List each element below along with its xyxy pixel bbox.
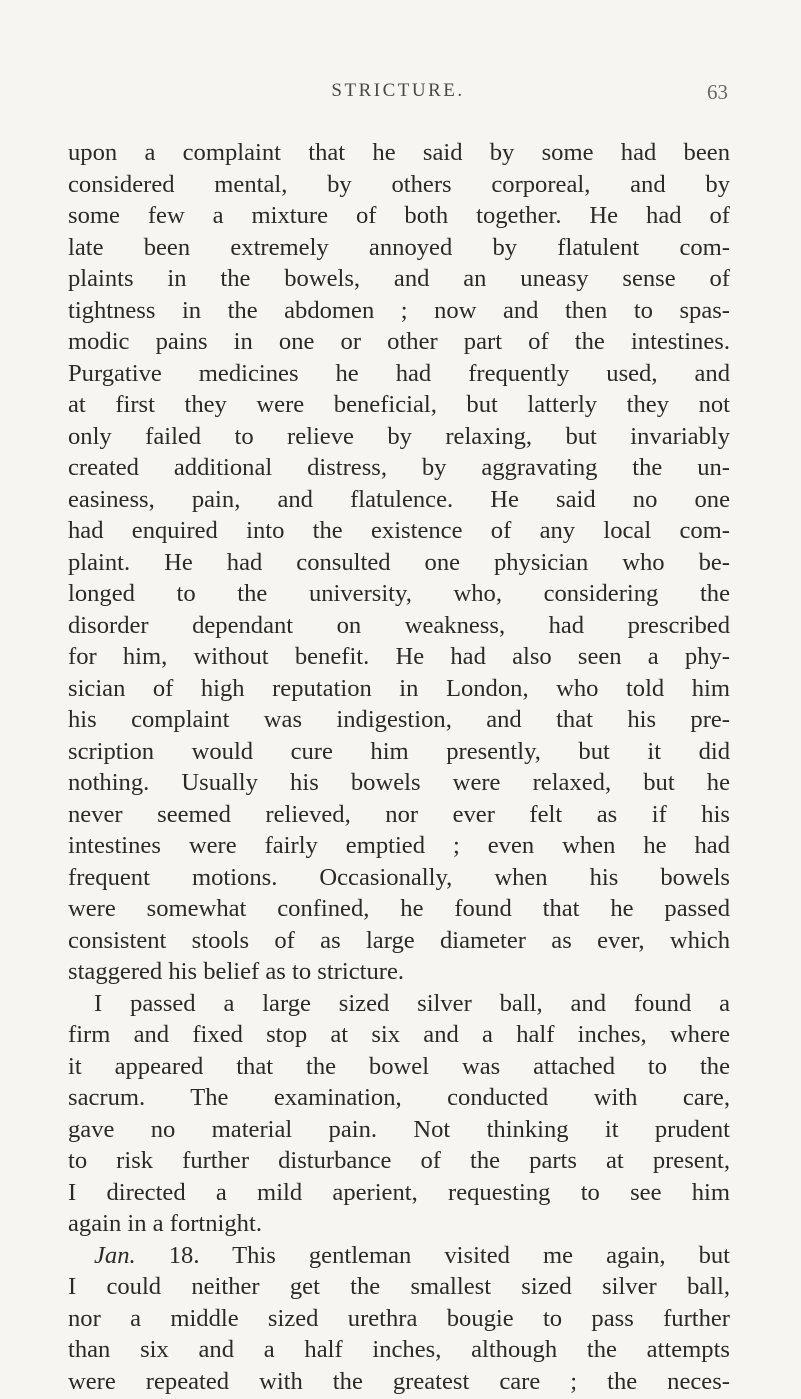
- paragraph-end-line: again in a fortnight.: [68, 1210, 262, 1237]
- page-number: 63: [707, 80, 728, 104]
- text-line: plaint. He had consulted one physician who be-: [68, 548, 730, 576]
- text-line: late been extremely annoyed by flatulent com-: [68, 233, 730, 261]
- text-line: than six and a half inches, although the attempts: [68, 1336, 730, 1363]
- text-line: intestines were fairly emptied ; even when he had: [68, 832, 730, 859]
- text-line: nothing. Usually his bowels were relaxed, but he: [68, 769, 730, 796]
- running-title: STRICTURE.: [331, 80, 465, 101]
- text-line: his complaint was indigestion, and that his pre-: [68, 706, 730, 733]
- text-line: never seemed relieved, nor ever felt as if his: [68, 800, 730, 828]
- text-line: sician of high reputation in London, who told him: [68, 674, 730, 702]
- text-line: plaints in the bowels, and an uneasy sense of: [68, 265, 730, 292]
- text-line: firm and fixed stop at six and a half inches, where: [68, 1021, 730, 1048]
- text-line: some few a mixture of both together. He had of: [68, 202, 730, 229]
- text-line: to risk further disturbance of the parts at present,: [68, 1147, 730, 1174]
- text-line: were repeated with the greatest care ; the neces-: [68, 1367, 730, 1395]
- text-line: consistent stools of as large diameter as ever, which: [68, 926, 730, 954]
- running-head: [68, 80, 728, 110]
- text-line: upon a complaint that he said by some had been: [68, 139, 730, 166]
- text-line: gave no material pain. Not thinking it prudent: [68, 1115, 730, 1143]
- text-line: sacrum. The examination, conducted with care,: [68, 1084, 730, 1111]
- dated-entry-line: [68, 1240, 730, 1272]
- text-line: easiness, pain, and flatulence. He said no one: [68, 485, 730, 513]
- text-line: tightness in the abdomen ; now and then to spas-: [68, 296, 730, 324]
- text-line: at first they were beneficial, but latterly they not: [68, 391, 730, 418]
- text-line: it appeared that the bowel was attached to the: [68, 1052, 730, 1080]
- text-line: Purgative medicines he had frequently used, and: [68, 359, 730, 387]
- text-line: nor a middle sized urethra bougie to pass further: [68, 1304, 730, 1332]
- text-line: longed to the university, who, considering the: [68, 580, 730, 607]
- text-line: created additional distress, by aggravating the un-: [68, 454, 730, 481]
- text-line: I could neither get the smallest sized silver ball,: [68, 1273, 730, 1300]
- text-line: had enquired into the existence of any local com-: [68, 517, 730, 544]
- text-line: for him, without benefit. He had also seen a phy-: [68, 643, 730, 670]
- text-line: disorder dependant on weakness, had prescribed: [68, 611, 730, 639]
- text-line: frequent motions. Occasionally, when his bowels: [68, 863, 730, 891]
- text-line: scription would cure him presently, but it did: [68, 737, 730, 765]
- text-line: modic pains in one or other part of the intestines.: [68, 328, 730, 355]
- paragraph-start-line: I passed a large sized silver ball, and found a: [94, 989, 730, 1017]
- text-line: were somewhat confined, he found that he passed: [68, 895, 730, 922]
- text-line: considered mental, by others corporeal, and by: [68, 170, 730, 198]
- entry-date: Jan.: [94, 1241, 136, 1269]
- body-text: [68, 137, 730, 1397]
- paragraph-end-line: staggered his belief as to stricture.: [68, 958, 405, 985]
- text-line: only failed to relieve by relaxing, but invariably: [68, 422, 730, 450]
- entry-text: 18. This gentleman visited me again, but: [135, 1241, 730, 1269]
- text-line: I directed a mild aperient, requesting to see him: [68, 1178, 730, 1206]
